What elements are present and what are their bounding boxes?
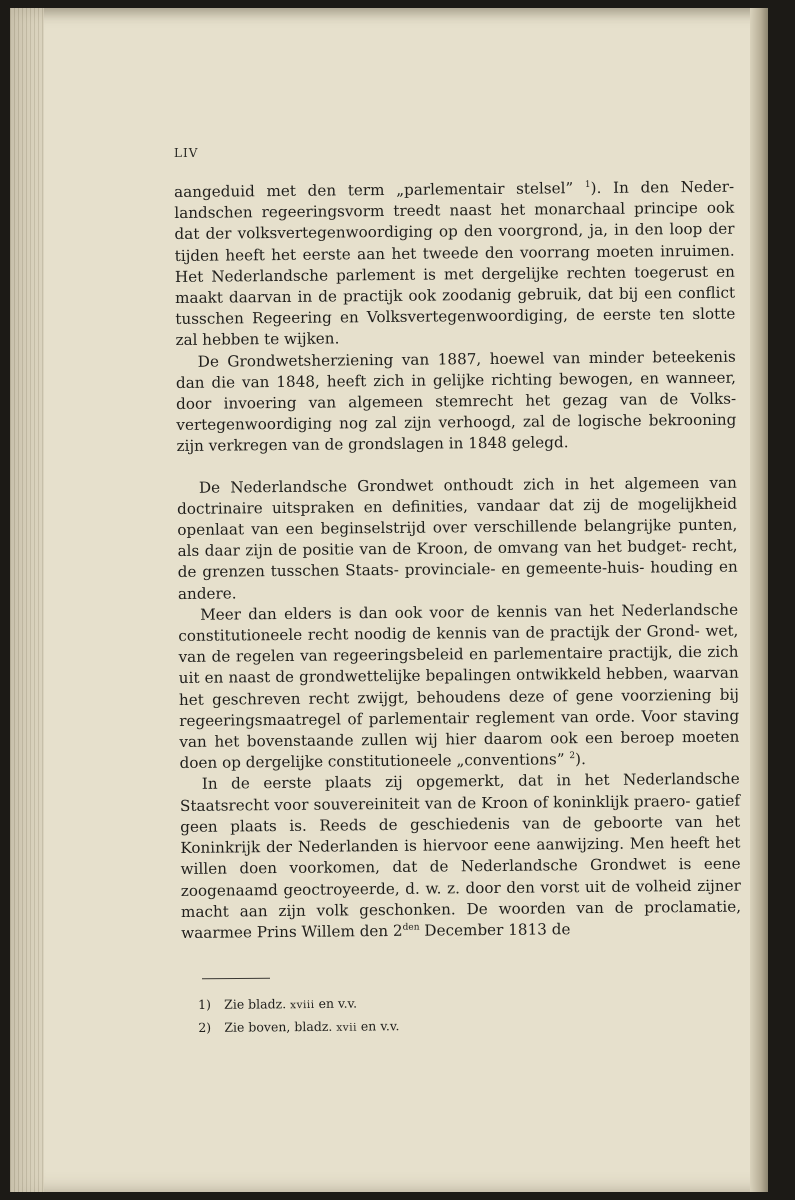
page-number: LIV xyxy=(174,146,199,160)
book-page xyxy=(10,8,768,1192)
footnote: 1) Zie bladz. xviii en v.v. xyxy=(198,995,358,1012)
footnotes xyxy=(198,991,598,1040)
paragraph: In de eerste plaats zij opgemerkt, dat in het Nederlandsche Staatsrecht voor souvereiniteit van de Kroon of koninklijk praero- gatief geen plaats is. Reeds de geschiedenis van de geboorte van het Koninkrijk der Nederlanden is hiervoor eene aanwijzing. Men heeft het willen doen voorkomen, dat de Nederlandsche Grondwet is eene zoogenaamd geoctroyeerde, d. w. z. door den vorst uit de volheid zijner macht aan zijn volk geschonken. De woorden van de proclamatie, waarmee Prins Willem den $2^{den}$ December 1813 de xyxy=(179,770,742,942)
paragraph: aangeduid met den term „parlementair stelsel” $^1$). In den Neder- landschen regeeringsvorm treedt naast het monarchaal principe ook dat der volksvertegenwoordiging op den voorgrond, ja, in den loop der tijden heeft het eerste aan het tweede den voorrang moeten inruimen. Het Nederlandsche parlement is met dergelijke rechten toegerust en maakt daarvan in de practijk ook zoodanig gebruik, dat bij een conflict tusschen Regeering en Volksvertegenwoordiging, de eerste ten slotte zal hebben te wijken. xyxy=(174,177,736,350)
paragraph: De Grondwetsherziening van 1887, hoewel van minder beteekenis dan die van 1848, heeft zich in gelijke richting bewogen, en wanneer, door invoering van algemeen stemrecht het gezag van de Volks- vertegenwoordiging nog zal zijn verhoogd, zal de logische bekrooning zijn verkregen van de grondslagen in 1848 gelegd. xyxy=(175,347,737,456)
footnote: 2) Zie boven, bladz. xvii en v.v. xyxy=(198,1018,400,1035)
paragraph: Meer dan elders is dan ook voor de kennis van het Nederlandsche constitutioneele recht noodig de kennis van de practijk der Grond- wet, van de regelen van regeeringsbeleid en parlementaire practijk, die zich uit en naast de grondwettelijke bepalingen ontwikkeld hebben, waarvan het geschreven recht zwijgt, behoudens deze of gene voorziening bij regeeringsmaatregel of parlementair reglement van orde. Voor staving van het bovenstaande zullen wij hier daarom ook een beroep moeten doen op dergelijke constitutioneele „conventions” $^2$). xyxy=(178,600,740,773)
page-gutter xyxy=(10,8,44,1192)
body-text xyxy=(174,177,741,944)
footnote-divider xyxy=(202,978,270,980)
paragraph: De Nederlandsche Grondwet onthoudt zich in het algemeen van doctrinaire uitspraken en definities, vandaar dat zij de mogelijkheid openlaat van een beginselstrijd over verschillende belangrijke punten, als daar zijn de positie van de Kroon, de omvang van het budget- recht, de grenzen tusschen Staats- provinciale- en gemeente-huis- houding en andere. xyxy=(177,473,738,603)
page-edge xyxy=(750,8,768,1192)
